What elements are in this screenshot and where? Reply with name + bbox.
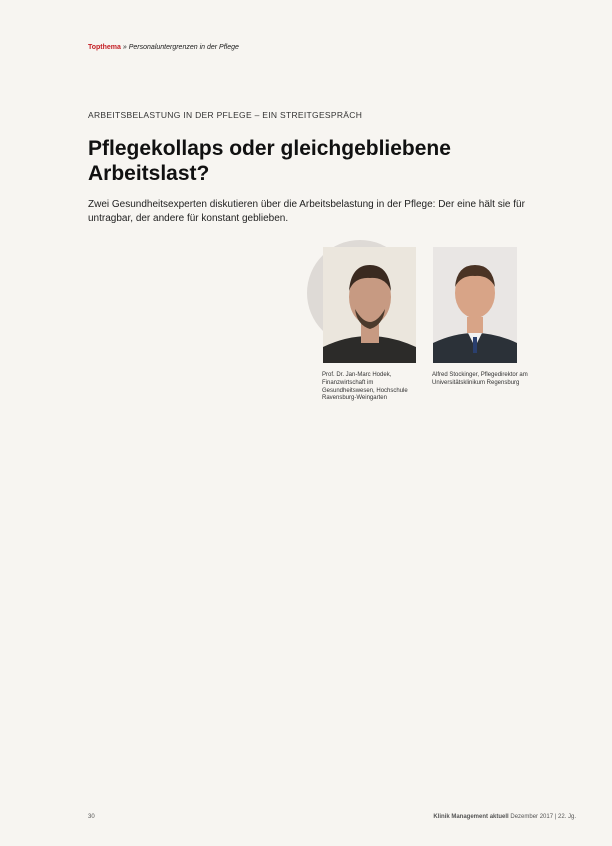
caption-hodek: Prof. Dr. Jan-Marc Hodek, Finanzwirtschaft im Gesundheitswesen, Hochschule Ravensburg-Weingarten [322,372,408,402]
section-tag: Topthema [88,44,121,51]
volume: 22. Jg. [557,814,576,820]
section-topic: Personaluntergrenzen in der Pflege [128,44,239,51]
section-header [88,44,239,51]
page-number: 30 [88,814,95,820]
portrait-hodek [323,247,416,363]
journal-name: Klinik Management aktuell [433,814,509,820]
article-title: Pflegekollaps oder gleichgebliebene Arbeitslast? [88,137,451,185]
caption-stockinger: Alfred Stockinger, Pflegedirektor am Universitätsklinikum Regensburg [432,372,528,386]
portrait-stockinger [433,247,517,363]
portrait-stockinger-graphic [433,247,517,363]
portrait-hodek-graphic [323,247,416,363]
article-kicker: ARBEITSBELASTUNG IN DER PFLEGE – EIN STREITGESPRÄCH [88,110,363,120]
article-lead: Zwei Gesundheitsexperten diskutieren über die Arbeitsbelastung in der Pflege: Der eine hält sie für untragbar, der andere für konstant geblieben. [88,199,525,224]
issue-date: Dezember 2017 [510,814,554,820]
footer-credits: Klinik Management aktuell Dezember 2017 | 22. Jg. [433,814,576,820]
section-separator: » [122,44,127,51]
